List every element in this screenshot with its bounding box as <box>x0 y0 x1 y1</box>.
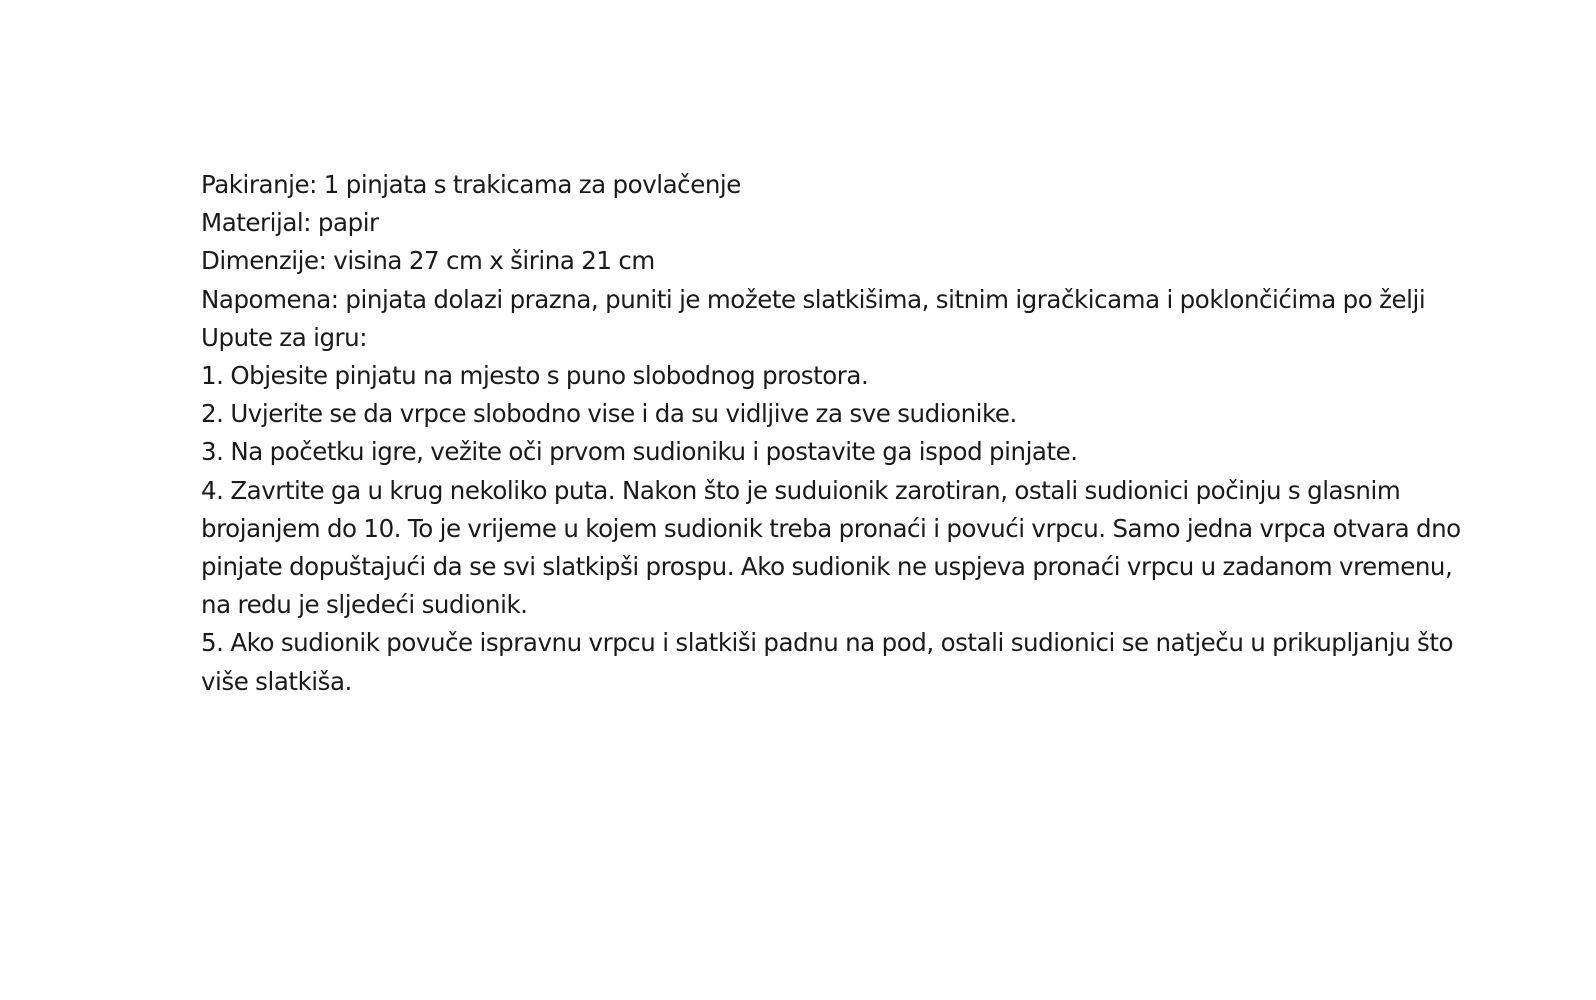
instruction-step-4: 4. Zavrtite ga u krug nekoliko puta. Nakon što je suduionik zarotiran, ostali sudionici počinju s glasnim brojanjem do 10. To je vrijeme u kojem sudionik treba pronaći i povući vrpcu. Samo jedna vrpca otvara dno pinjate dopuštajući da se svi slatkipši prospu. Ako sudionik ne uspjeva pronaći vrpcu u zadanom vremenu, na redu je sljedeći sudionik. <box>201 475 1461 620</box>
instructions-heading: Upute za igru: <box>201 322 368 352</box>
material-line: Materijal: papir <box>201 208 379 238</box>
product-description <box>201 166 1486 701</box>
instruction-step-5: 5. Ako sudionik povuče ispravnu vrpcu i slatkiši padnu na pod, ostali sudionici se natječu u prikupljanju što više slatkiša. <box>201 628 1454 696</box>
instruction-step-1: 1. Objesite pinjatu na mjesto s puno slobodnog prostora. <box>201 361 869 391</box>
dimensions-line: Dimenzije: visina 27 cm x širina 21 cm <box>201 246 655 276</box>
instruction-step-2: 2. Uvjerite se da vrpce slobodno vise i da su vidljive za sve sudionike. <box>201 399 1017 429</box>
packaging-line: Pakiranje: 1 pinjata s trakicama za povlačenje <box>201 170 741 199</box>
note-line: Napomena: pinjata dolazi prazna, puniti je možete slatkišima, sitnim igračkicama i poklončićima po želji <box>201 284 1426 314</box>
instruction-step-3: 3. Na početku igre, vežite oči prvom sudioniku i postavite ga ispod pinjate. <box>201 437 1078 467</box>
